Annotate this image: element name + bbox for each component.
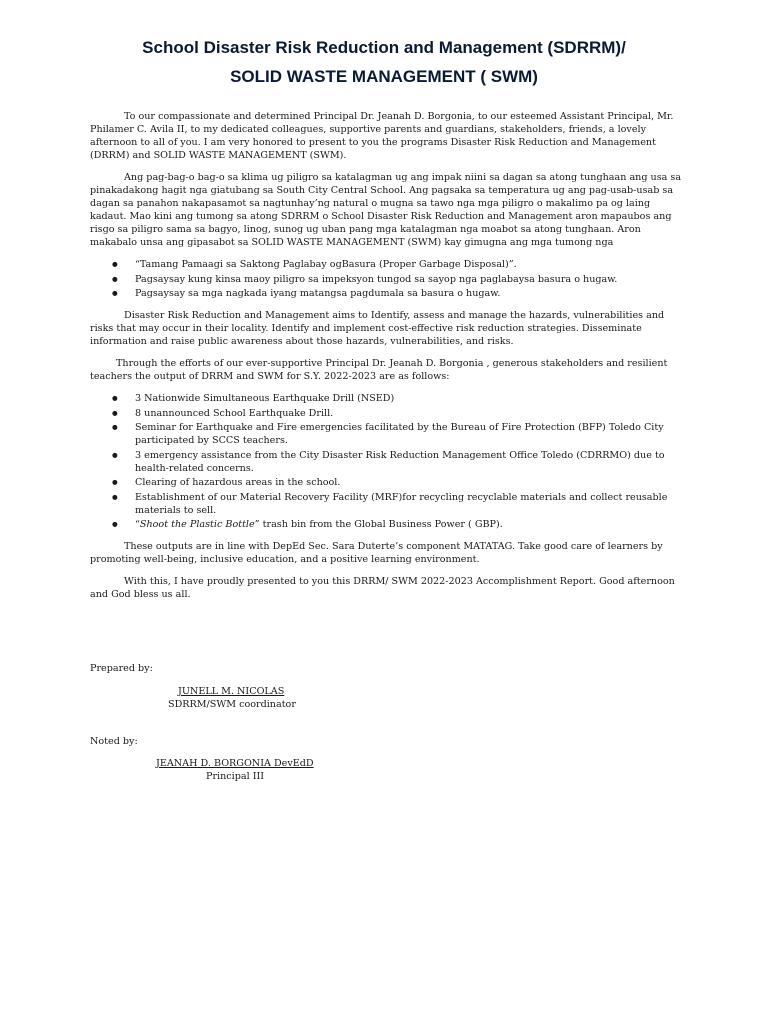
list-item: ● 8 unannounced School Earthquake Drill. xyxy=(90,407,682,420)
outputs-list xyxy=(90,392,682,531)
swm-goals-list xyxy=(90,258,682,300)
closing-paragraph: With this, I have proudly presented to you this DRRM/ SWM 2022-2023 Accomplishment Report. Good afternoon and God bless us all. xyxy=(90,576,675,600)
document-title-line-1: School Disaster Risk Reduction and Management (SDRRM)/ xyxy=(142,38,626,57)
list-item: ● Establishment of our Material Recovery Facility (MRF)for recycling recyclable materials and collect reusable materials to sell. xyxy=(90,491,682,517)
noter-name: JEANAH D. BORGONIA DevEdD xyxy=(156,758,314,769)
list-item-rest: ” trash bin from the Global Business Power ( GBP). xyxy=(254,519,503,530)
list-item: ● “Tamang Pamaagi sa Saktong Paglabay ogBasura (Proper Garbage Disposal)”. xyxy=(90,258,682,271)
list-item xyxy=(90,518,682,531)
greeting-paragraph: To our compassionate and determined Principal Dr. Jeanah D. Borgonia, to our esteemed Assistant Principal, Mr. Philamer C. Avila II, to my dedicated colleagues, supportive parents and guardians, stakeholders, friends, a lovely afternoon to all of you. I am very honored to present to you the programs Disaster Risk Reduction and Management (DRRM) and SOLID WASTE MANAGEMENT (SWM). xyxy=(90,111,674,161)
list-item: ● Seminar for Earthquake and Fire emergencies facilitated by the Bureau of Fire Protection (BFP) Toledo City participated by SCCS teachers. xyxy=(90,421,682,447)
matatag-paragraph: These outputs are in line with DepEd Sec. Sara Duterte’s component MATATAG. Take good care of learners by promoting well-being, inclusive education, and a positive learning environment. xyxy=(90,541,663,565)
noter-title: Principal III xyxy=(206,771,265,782)
prepared-by-label: Prepared by: xyxy=(90,663,153,674)
drrm-aims-paragraph: Disaster Risk Reduction and Management aims to Identify, assess and manage the hazards, vulnerabilities and risks that may occur in their locality. Identify and implement cost-effective risk reduction strategies. Disseminate information and raise public awareness about those hazards, vulnerabilities, and risks. xyxy=(90,310,665,347)
list-item: ● 3 Nationwide Simultaneous Earthquake Drill (NSED) xyxy=(90,392,682,405)
list-item: ● Pagsaysay sa mga nagkada iyang matangsa pagdumala sa basura o hugaw. xyxy=(90,287,682,300)
document-body xyxy=(90,110,682,610)
list-item: ● 3 emergency assistance from the City Disaster Risk Reduction Management Office Toledo (CDRRMO) due to health-related concerns. xyxy=(90,449,682,475)
preparer-title: SDRRM/SWM coordinator xyxy=(168,699,296,710)
cebuano-intro-paragraph: Ang pag-bag-o bag-o sa klima ug piligro sa katalagman ug ang impak niini sa dagan sa atong tunghaan ang usa sa pinakadakong hagit nga giatubang sa South City Central School. Ang pagsaka sa temperatura ug ang pag-usab-usab sa dagan sa panahon nakapasamot sa nagtunhay’ng natural o mugna sa tawo nga mga piligro o makalimo pa og laing kadaut. Mao kini ang tumong sa atong SDRRM o School Disaster Risk Reduction and Management aron mapaubos ang risgo sa piligro sama sa bagyo, linog, sunog ug uban pang mga katalagman nga moabot sa atong tunghaan. Aron makabalo unsa ang gipasabot sa SOLID WASTE MANAGEMENT (SWM) kay gimugna ang mga tumong nga xyxy=(90,172,682,248)
list-item: ● Clearing of hazardous areas in the school. xyxy=(90,476,682,489)
preparer-name: JUNELL M. NICOLAS xyxy=(178,686,285,697)
quote-open: “ xyxy=(135,519,140,530)
list-item: ● Pagsaysay kung kinsa maoy piligro sa impeksyon tungod sa sayop nga paglabaysa basura o hugaw. xyxy=(90,273,682,286)
outputs-intro-paragraph: Through the efforts of our ever-supportive Principal Dr. Jeanah D. Borgonia , generous stakeholders and resilient teachers the output of DRRM and SWM for S.Y. 2022-2023 are as follows: xyxy=(90,358,668,382)
noted-by-label: Noted by: xyxy=(90,736,138,747)
document-title-line-2: SOLID WASTE MANAGEMENT ( SWM) xyxy=(230,67,538,86)
campaign-name: Shoot the Plastic Bottle xyxy=(139,519,255,530)
